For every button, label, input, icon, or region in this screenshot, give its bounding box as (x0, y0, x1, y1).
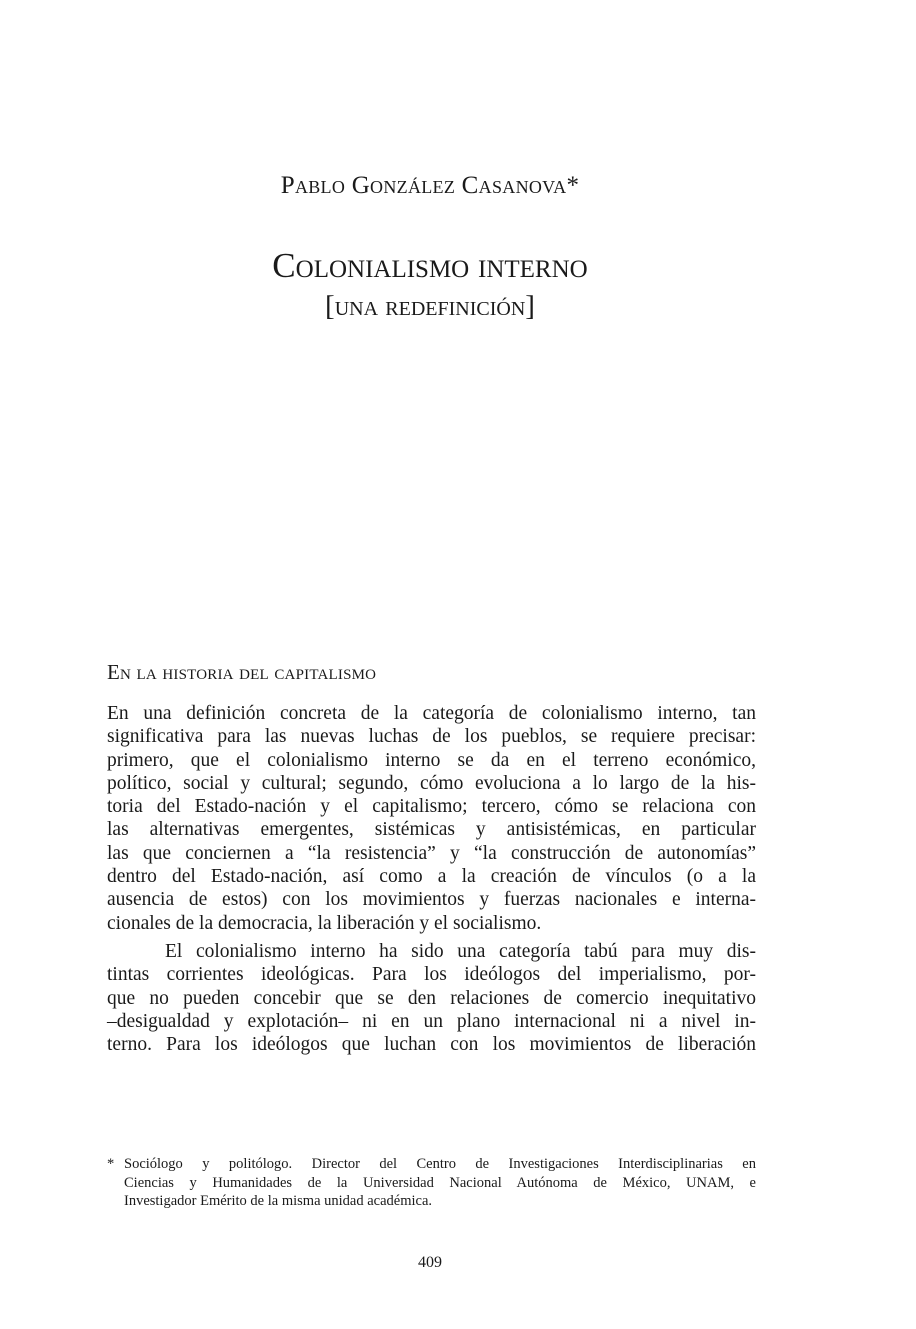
section-heading: En la historia del capitalismo (107, 660, 377, 684)
paragraph-2 (107, 940, 756, 1056)
text-line: tintas corrientes ideológicas. Para los ideólogos del imperialismo, por- (107, 964, 756, 986)
text-line: toria del Estado-nación y el capitalismo; tercero, cómo se relaciona con (107, 796, 756, 818)
text-line: las alternativas emergentes, sistémicas y antisistémicas, en particular (107, 819, 756, 841)
text-line: político, social y cultural; segundo, cómo evoluciona a lo largo de la his- (107, 772, 756, 794)
body-text (107, 702, 756, 1056)
text-line: El colonialismo interno ha sido una categoría tabú para muy dis- (165, 940, 756, 962)
footnote-line: Ciencias y Humanidades de la Universidad Nacional Autónoma de México, UNAM, e (124, 1174, 756, 1191)
text-line: ausencia de estos) con los movimientos y fuerzas nacionales e interna- (107, 889, 756, 911)
chapter-title: Colonialismo interno (272, 246, 588, 285)
chapter-subtitle: [una redefinición] (325, 290, 535, 322)
text-line: –desigualdad y explotación– ni en un plano internacional ni a nivel in- (107, 1010, 756, 1032)
footnote-line: Sociólogo y politólogo. Director del Centro de Investigaciones Interdisciplinarias en (124, 1156, 756, 1172)
text-line: que no pueden concebir que se den relaciones de comercio inequitativo (107, 987, 756, 1009)
footnote-line: Investigador Emérito de la misma unidad académica. (124, 1193, 433, 1209)
text-line: terno. Para los ideólogos que luchan con los movimientos de liberación (107, 1034, 756, 1056)
text-line: significativa para las nuevas luchas de los pueblos, se requiere precisar: (107, 726, 756, 748)
text-line: primero, que el colonialismo interno se da en el terreno económico, (107, 749, 756, 771)
page-number: 409 (418, 1254, 442, 1271)
text-line: cionales de la democracia, la liberación y el socialismo. (107, 912, 542, 934)
paragraph-1 (107, 702, 756, 935)
text-line: dentro del Estado-nación, así como a la creación de vínculos (o a la (107, 866, 756, 888)
text-line: las que conciernen a “la resistencia” y “la construcción de autonomías” (107, 842, 756, 864)
footnote (107, 1155, 756, 1211)
author-name: Pablo González Casanova* (280, 172, 580, 199)
text-line: En una definición concreta de la categoría de colonialismo interno, tan (107, 703, 756, 724)
footnote-mark: * (107, 1156, 115, 1172)
